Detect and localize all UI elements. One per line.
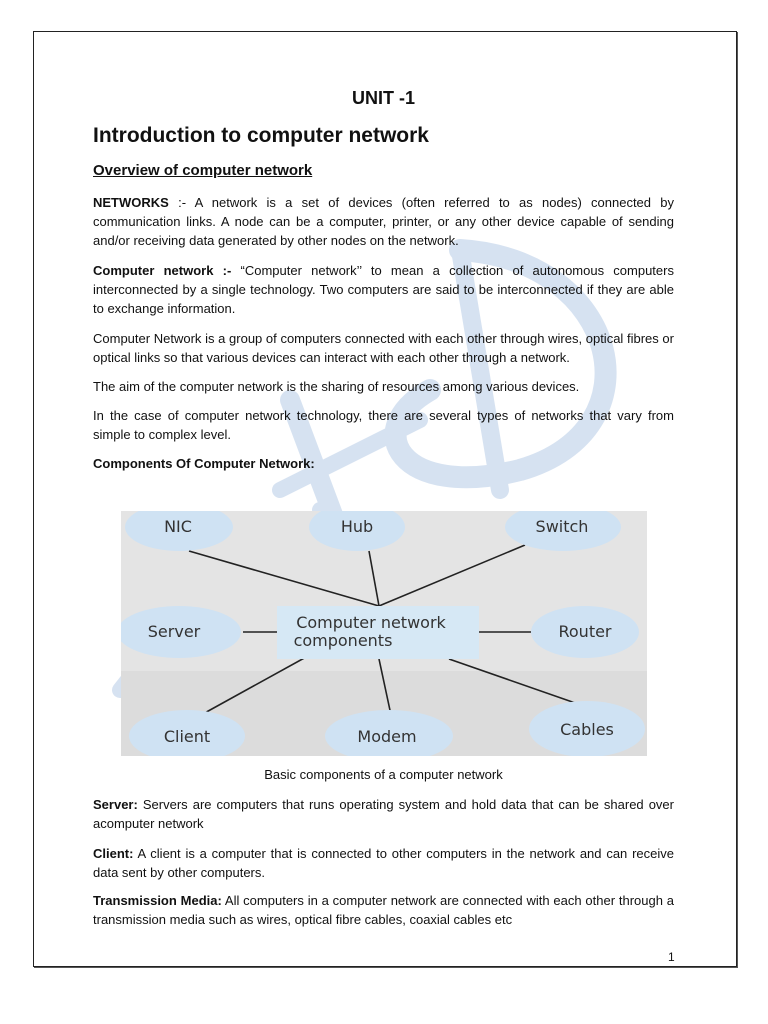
- networks-text: :- A network is a set of devices (often referred to as nodes) connected by communication links. A node can be a computer, printer, or any other device capable of sending and/or receiving data generated by other nodes on the network.: [93, 195, 674, 248]
- client-definition: [93, 844, 674, 882]
- client-label: Client: [163, 727, 211, 746]
- page-number: 1: [668, 950, 675, 964]
- transmission-definition: [93, 891, 674, 929]
- transmission-term: Transmission Media:: [93, 893, 222, 908]
- modem-label: Modem: [357, 727, 417, 746]
- section-heading: Overview of computer network: [93, 162, 313, 179]
- cables-label: Cables: [560, 720, 614, 739]
- computer-network-text: “Computer network’’ to mean a collection of autonomous computers interconnected by a single technology. Two computers are said to be interconnected if they are able to exchange information.: [93, 263, 674, 316]
- client-term: Client:: [93, 846, 134, 861]
- transmission-text: All computers in a computer network are connected with each other through a transmission media such as wires, optical fibre cables, coaxial cables etc: [93, 893, 674, 927]
- aim-paragraph: The aim of the computer network is the sharing of resources among various devices.: [93, 379, 580, 394]
- computer-network-term: Computer network :-: [93, 263, 232, 278]
- unit-title: UNIT -1: [352, 88, 415, 108]
- server-term: Server:: [93, 797, 138, 812]
- definition-paragraph: Computer Network is a group of computers connected with each other through wires, optical fibres or optical links so that various devices can interact with each other through a network.: [93, 331, 674, 365]
- client-text: A client is a computer that is connected to other computers in the network and can receive data sent by other computers.: [93, 846, 674, 880]
- networks-paragraph: [93, 193, 674, 250]
- server-text: Servers are computers that runs operating system and hold data that can be shared over acomputer network: [93, 797, 674, 831]
- components-diagram: [121, 511, 647, 756]
- server-definition: [93, 795, 674, 833]
- networks-term: NETWORKS: [93, 195, 169, 210]
- center-label-line2: components: [293, 631, 393, 650]
- nic-label: NIC: [164, 517, 192, 536]
- components-heading: Components Of Computer Network:: [93, 456, 315, 471]
- server-label: Server: [147, 622, 201, 641]
- types-paragraph: In the case of computer network technology, there are several types of networks that vary from simple to complex level.: [93, 408, 674, 442]
- switch-label: Switch: [535, 517, 589, 536]
- figure-caption: Basic components of a computer network: [264, 767, 503, 782]
- computer-network-paragraph: [93, 261, 674, 318]
- hub-label: Hub: [340, 517, 374, 536]
- center-label-line1: Computer network: [296, 613, 446, 632]
- page-title: Introduction to computer network: [93, 124, 429, 147]
- router-label: Router: [558, 622, 612, 641]
